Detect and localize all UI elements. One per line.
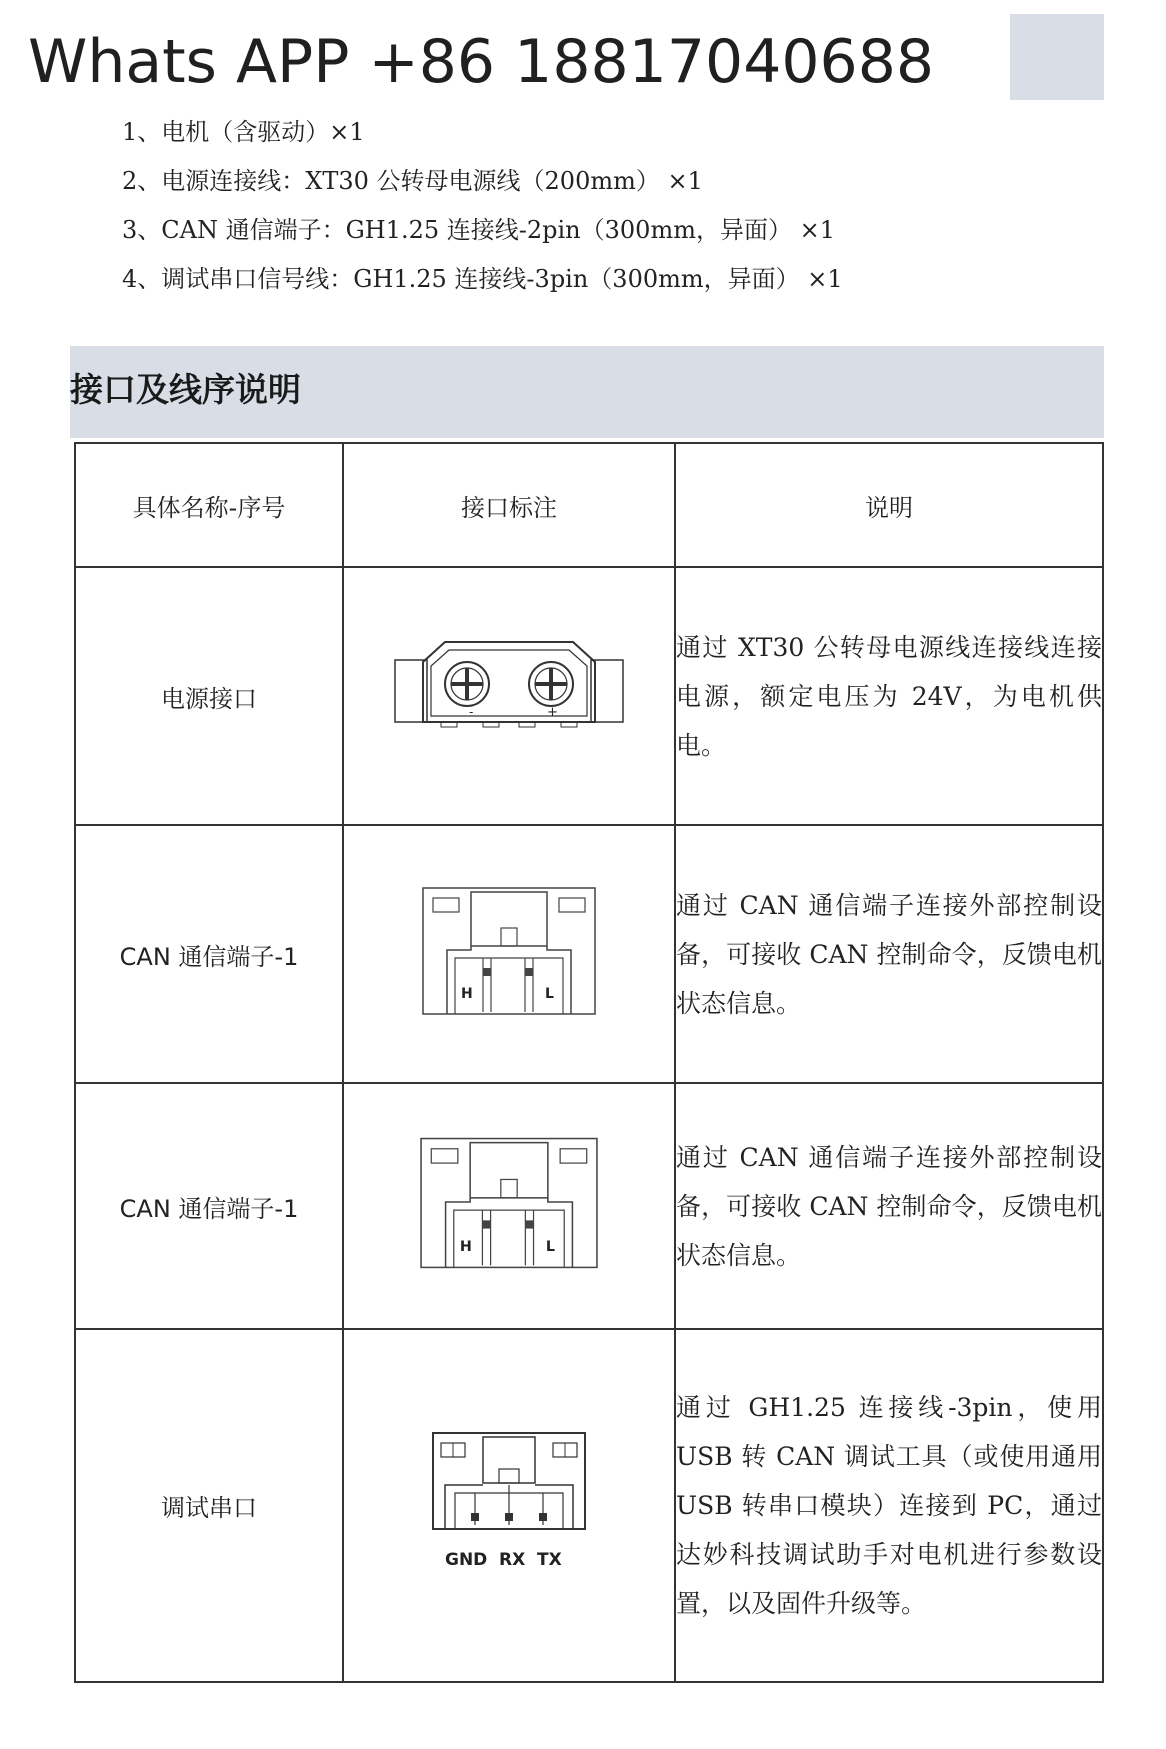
section-title: 接口及线序说明 bbox=[70, 370, 301, 409]
interface-name: 调试串口 bbox=[75, 1329, 343, 1682]
table-row bbox=[75, 1329, 1103, 1682]
interface-name: CAN 通信端子-1 bbox=[75, 825, 343, 1083]
table-row bbox=[75, 567, 1103, 825]
column-header: 说明 bbox=[675, 443, 1103, 567]
interface-table bbox=[74, 442, 1104, 1683]
pin-label: + bbox=[547, 705, 558, 720]
interface-name: 电源接口 bbox=[75, 567, 343, 825]
gh125-2pin-connector-icon bbox=[343, 1083, 675, 1329]
package-list bbox=[122, 108, 843, 304]
interface-description: 通过 XT30 公转母电源线连接线连接电源，额定电压为 24V，为电机供电。 bbox=[675, 567, 1103, 825]
pin-label: L bbox=[545, 1239, 555, 1256]
table-row bbox=[75, 1083, 1103, 1329]
pin-label: TX bbox=[537, 1549, 562, 1570]
list-item: 3、CAN 通信端子：GH1.25 连接线-2pin（300mm，异面） ×1 bbox=[122, 216, 835, 244]
pin-label: RX bbox=[499, 1549, 526, 1570]
pin-label: L bbox=[545, 986, 554, 1002]
interface-name: CAN 通信端子-1 bbox=[75, 1083, 343, 1329]
contact-banner: Whats APP +86 18817040688 bbox=[28, 27, 935, 97]
serial-connector-drawing bbox=[429, 1429, 589, 1579]
interface-description: 通过 GH1.25 连接线-3pin，使用 USB 转 CAN 调试工具（或使用通用 USB 转串口模块）连接到 PC，通过达妙科技调试助手对电机进行参数设置，以及固件升级等。 bbox=[675, 1329, 1103, 1682]
xt30-connector-drawing bbox=[393, 638, 625, 750]
table-row bbox=[75, 825, 1103, 1083]
interface-description: 通过 CAN 通信端子连接外部控制设备，可接收 CAN 控制命令，反馈电机状态信息。 bbox=[675, 1083, 1103, 1329]
gh125-2pin-connector-icon bbox=[343, 825, 675, 1083]
table-header-row bbox=[75, 443, 1103, 567]
column-header: 接口标注 bbox=[343, 443, 675, 567]
pin-label: GND bbox=[445, 1549, 488, 1570]
decorative-block bbox=[1010, 14, 1104, 100]
list-item: 4、调试串口信号线：GH1.25 连接线-3pin（300mm，异面） ×1 bbox=[122, 265, 843, 293]
can-connector-drawing bbox=[419, 1136, 599, 1272]
list-item: 2、电源连接线：XT30 公转母电源线（200mm） ×1 bbox=[122, 167, 703, 195]
list-item: 1、电机（含驱动）×1 bbox=[122, 118, 365, 146]
section-header bbox=[70, 346, 1104, 438]
pin-label: - bbox=[469, 705, 474, 719]
pin-label: H bbox=[461, 986, 473, 1002]
gh125-3pin-connector-icon bbox=[343, 1329, 675, 1682]
pin-label: H bbox=[459, 1239, 472, 1256]
interface-description: 通过 CAN 通信端子连接外部控制设备，可接收 CAN 控制命令，反馈电机状态信息。 bbox=[675, 825, 1103, 1083]
xt30-connector-icon bbox=[343, 567, 675, 825]
can-connector-drawing bbox=[421, 886, 597, 1018]
column-header: 具体名称-序号 bbox=[75, 443, 343, 567]
